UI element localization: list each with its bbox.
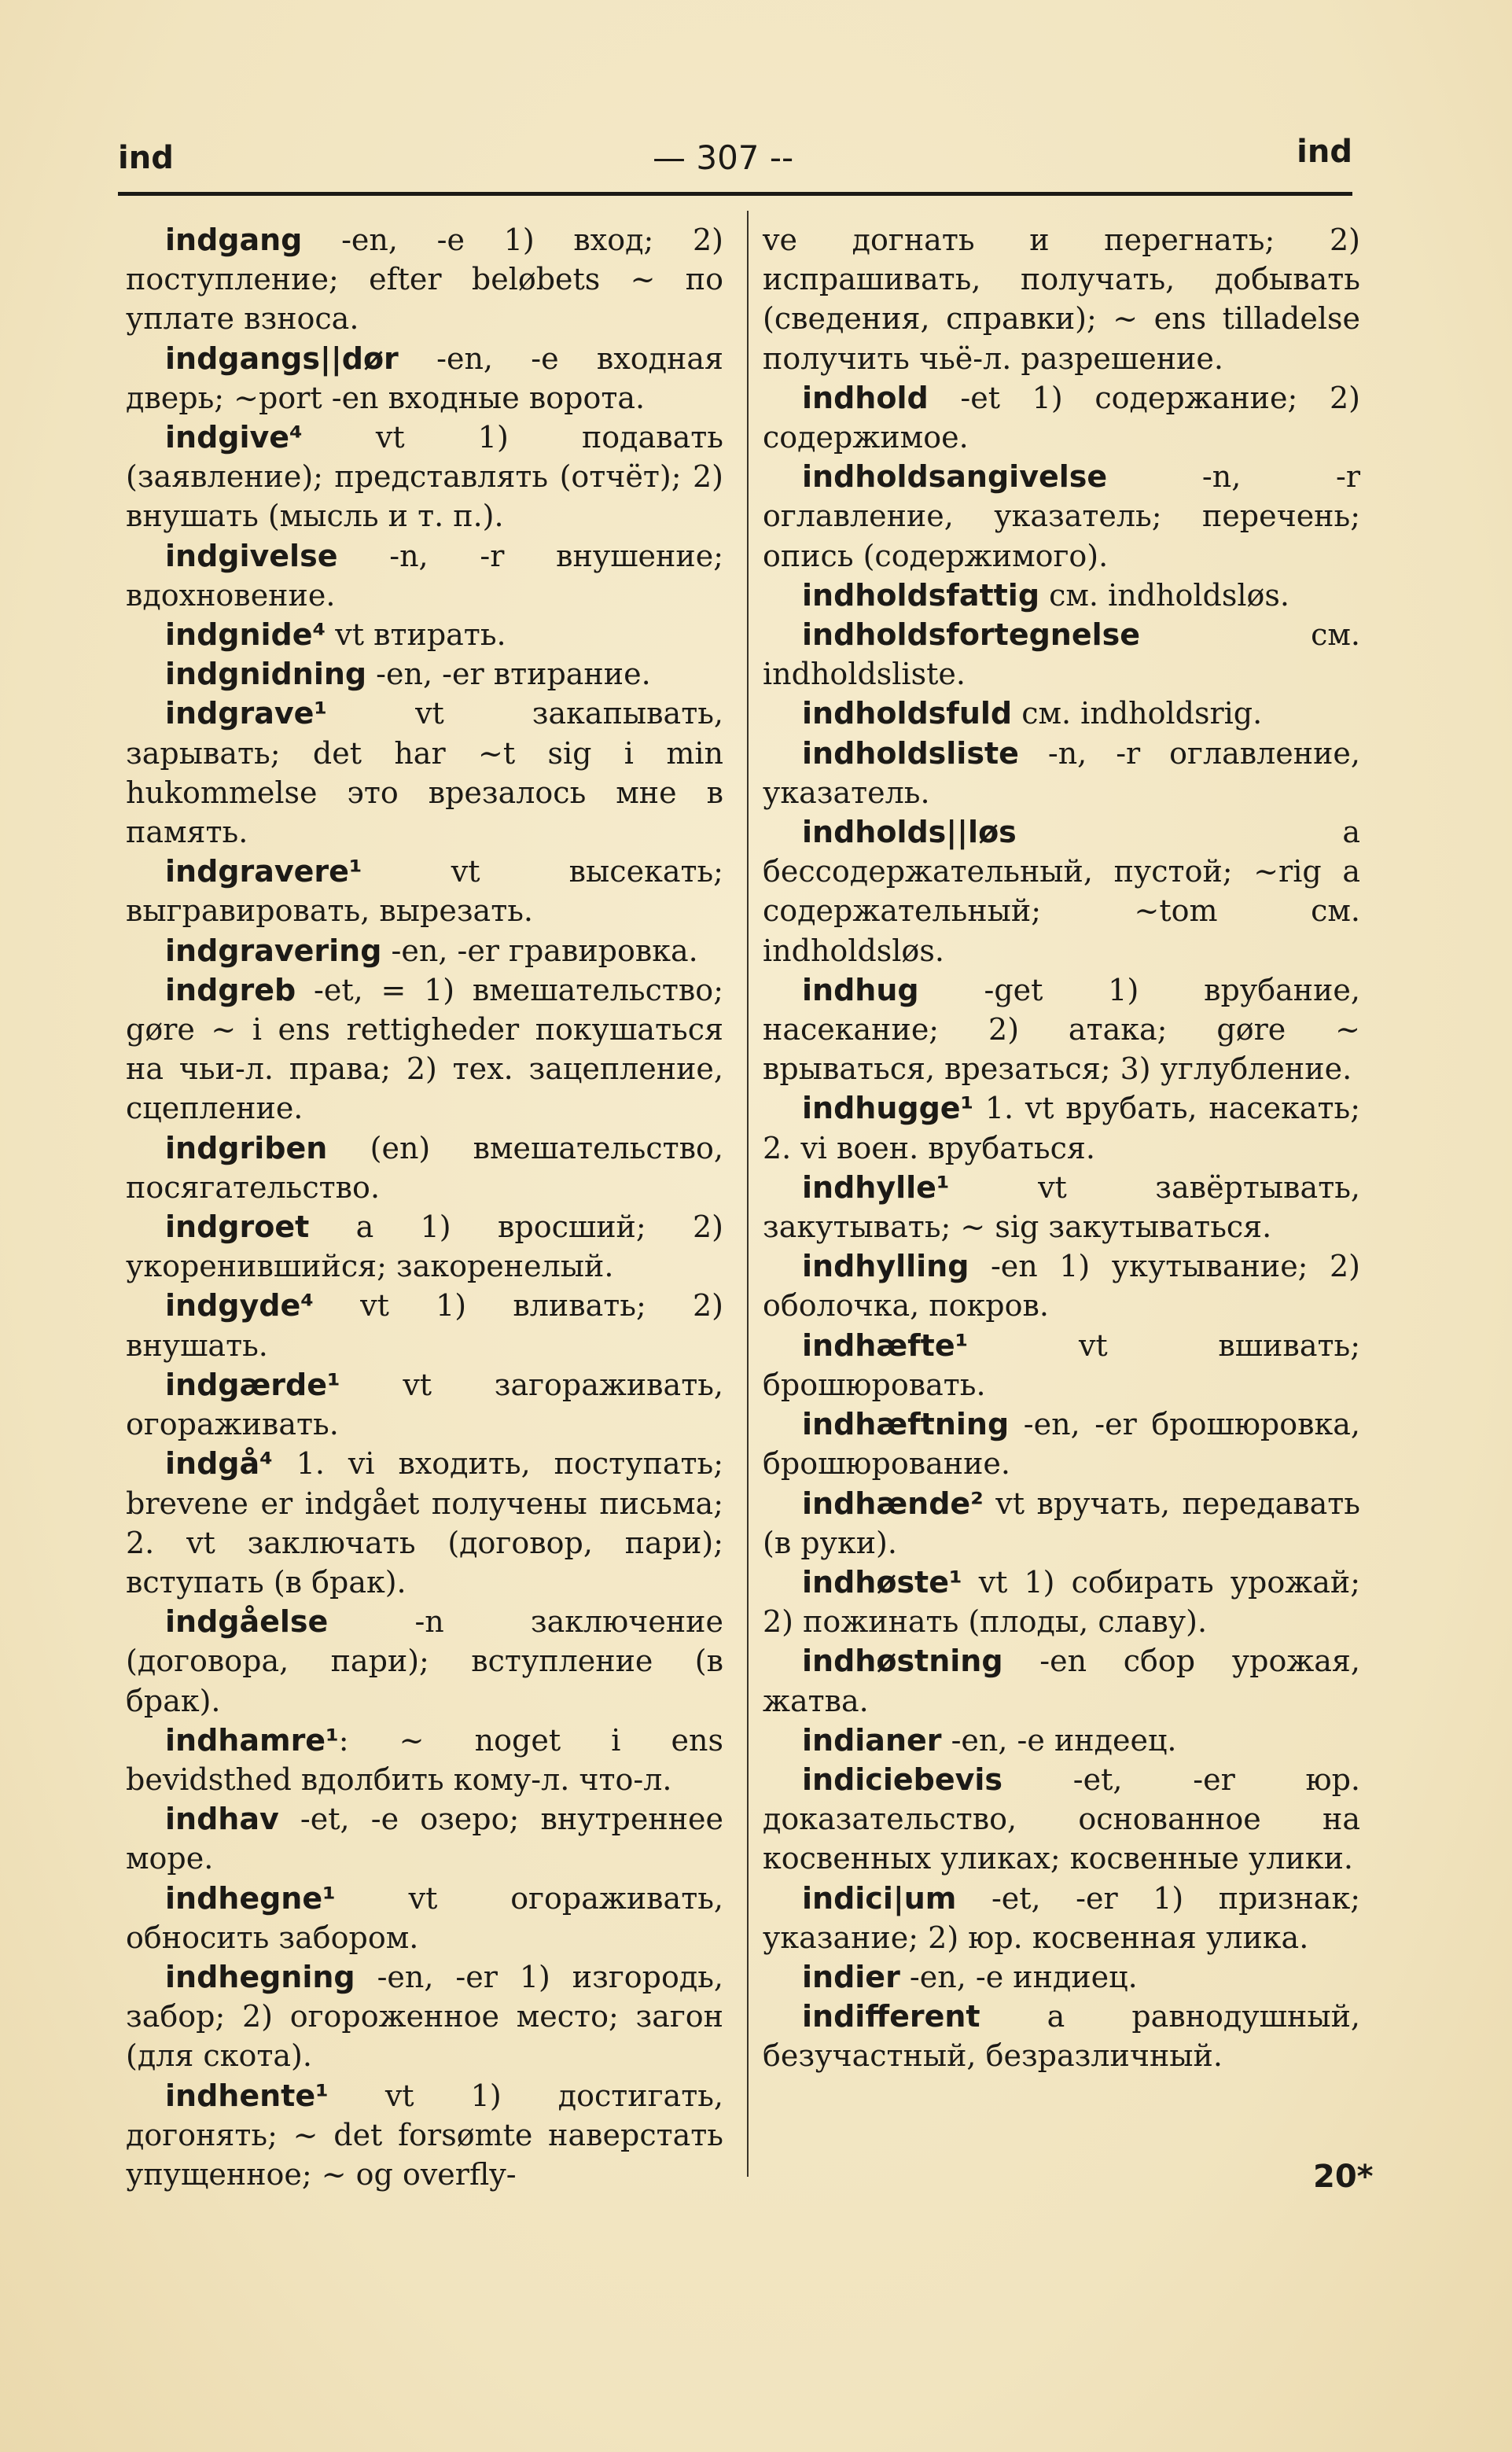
entry-headword: indholds||løs — [802, 815, 1017, 850]
right-column — [763, 220, 1360, 2076]
column-divider — [747, 211, 749, 2177]
entry-definition: 1. vt врубать, насекать; 2. vi воен. врубаться. — [763, 1091, 1360, 1165]
dictionary-entry — [126, 339, 723, 418]
entry-headword: indhegne¹ — [165, 1880, 336, 1916]
dictionary-entry — [126, 1602, 723, 1721]
entry-definition: -n, -r оглавление, указатель; перечень; опись (содержимого). — [763, 459, 1360, 573]
dictionary-entry — [126, 220, 723, 339]
entry-headword: indgravering — [165, 933, 382, 968]
entry-headword: indhøste¹ — [802, 1564, 962, 1600]
dictionary-entry — [126, 694, 723, 852]
dictionary-entry — [126, 2076, 723, 2195]
dictionary-entry — [763, 1957, 1360, 1997]
dictionary-entry — [763, 1326, 1360, 1405]
page-header — [118, 134, 1352, 189]
entry-definition: см. indholdsliste. — [763, 617, 1360, 692]
dictionary-entry — [126, 654, 723, 694]
dictionary-entry — [763, 576, 1360, 615]
entry-headword: indgang — [165, 223, 303, 257]
entry-definition: -en сбор урожая, жатва. — [763, 1644, 1360, 1718]
entry-definition: -en, -er брошюровка, брошюрование. — [763, 1407, 1360, 1482]
dictionary-entry — [763, 615, 1360, 694]
entry-definition: : ~ noget i ens bevidsthed вдолбить кому-л. что-л. — [126, 1722, 723, 1797]
entry-headword: indianer — [802, 1722, 942, 1758]
entry-definition: -en, -e индиец. — [899, 1959, 1138, 1994]
dictionary-entry — [126, 418, 723, 536]
entry-headword: indgriben — [165, 1130, 328, 1165]
dictionary-entry — [763, 1721, 1360, 1760]
dictionary-entry — [763, 694, 1360, 733]
entry-headword: indhav — [165, 1802, 279, 1837]
entry-headword: indhænde² — [802, 1486, 984, 1521]
entry-definition: -get 1) врубание, насекание; 2) атака; gøre ~ врываться, врезаться; 3) углубление. — [763, 972, 1360, 1087]
entry-headword: indhegning — [165, 1959, 355, 1994]
entry-headword: indhylling — [802, 1249, 969, 1284]
entry-definition: vt вшивать; брошюровать. — [763, 1327, 1360, 1402]
entry-definition: -et, -er юр. доказательство, основанное на косвенных уликах; косвенные улики. — [763, 1762, 1360, 1876]
entry-headword: indhugge¹ — [802, 1091, 974, 1126]
dictionary-entry — [763, 812, 1360, 970]
entry-definition: см. indholdsløs. — [1039, 577, 1289, 613]
dictionary-entry — [126, 1207, 723, 1286]
entry-headword: indgreb — [165, 972, 296, 1007]
entry-definition: vt завёртывать, закутывать; ~ sig закутываться. — [763, 1169, 1360, 1245]
entry-headword: indgrave¹ — [165, 696, 328, 731]
entry-headword: indholdsfortegnelse — [802, 617, 1141, 653]
entry-definition: vt загораживать, огораживать. — [126, 1367, 723, 1442]
entry-definition: vt 1) собирать урожай; 2) пожинать (плоды, славу). — [763, 1564, 1360, 1640]
entry-headword: indhøstning — [802, 1644, 1003, 1679]
entry-headword: indgangs||dør — [165, 341, 399, 376]
entry-definition: -et 1) содержание; 2) содержимое. — [763, 380, 1360, 455]
entry-definition: vt 1) подавать (заявление); представлять (отчёт); 2) внушать (мысль и т. п.). — [126, 420, 723, 534]
entry-definition: vt 1) вливать; 2) внушать. — [126, 1288, 723, 1363]
dictionary-entry — [126, 1721, 723, 1799]
entry-definition: a равнодушный, безучастный, безразличный. — [763, 1999, 1360, 2074]
entry-headword: indgyde⁴ — [165, 1288, 314, 1324]
entry-headword: indhylle¹ — [802, 1169, 950, 1205]
dictionary-entry — [126, 931, 723, 970]
entry-headword: indiciebevis — [802, 1762, 1003, 1797]
entry-headword: indgnide⁴ — [165, 617, 326, 653]
entry-headword: indhold — [802, 380, 929, 415]
entry-headword: indgnidning — [165, 657, 367, 692]
entry-definition: -en, -e 1) вход; 2) поступление; efter beløbets ~ по уплате взноса. — [126, 223, 723, 337]
dictionary-entry — [126, 1444, 723, 1602]
entry-headword: indgravere¹ — [165, 854, 362, 889]
dictionary-entry — [763, 1246, 1360, 1325]
entry-definition: -en 1) укутывание; 2) оболочка, покров. — [763, 1249, 1360, 1324]
dictionary-entry — [126, 1128, 723, 1207]
entry-headword: indhamre¹ — [165, 1722, 339, 1758]
dictionary-entry — [763, 1641, 1360, 1720]
entry-definition: (en) вмешательство, посягательство. — [126, 1130, 723, 1205]
entry-definition: vt вручать, передавать (в руки). — [763, 1486, 1360, 1560]
entry-headword: indholdsfattig — [802, 577, 1040, 613]
entry-definition: vt огораживать, обносить забором. — [126, 1880, 723, 1955]
entry-definition: -n заключение (договора, пари); вступление (в брак). — [126, 1604, 723, 1718]
entry-definition: vt втирать. — [326, 617, 506, 653]
dictionary-entry — [763, 220, 1360, 378]
entry-definition: см. indholdsrig. — [1012, 696, 1263, 731]
dictionary-entry — [126, 1365, 723, 1444]
entry-headword: indhæftning — [802, 1407, 1010, 1442]
entry-headword: indhug — [802, 972, 919, 1007]
entry-headword: indhente¹ — [165, 2078, 329, 2113]
dictionary-entry — [126, 1799, 723, 1878]
header-left-word: ind — [118, 140, 174, 176]
dictionary-entry — [763, 1879, 1360, 1957]
entry-headword: indgroet — [165, 1209, 310, 1245]
dictionary-entry — [763, 1405, 1360, 1483]
dictionary-entry — [763, 734, 1360, 812]
dictionary-entry — [763, 1088, 1360, 1167]
entry-headword: indgive⁴ — [165, 420, 303, 455]
entry-definition: vt закапывать, зарывать; det har ~t sig i min hukommelse это врезалось мне в память. — [126, 696, 723, 850]
entry-headword: indgå⁴ — [165, 1446, 273, 1482]
header-right-word: ind — [1297, 134, 1352, 170]
entry-headword: indgivelse — [165, 538, 338, 573]
entry-definition: -et, = 1) вмешательство; gøre ~ i ens rettigheder покушаться на чьи-л. права; 2) тех. зацепление, сцепление. — [126, 972, 723, 1126]
dictionary-entry — [763, 970, 1360, 1089]
dictionary-entry — [763, 1168, 1360, 1246]
dictionary-entry — [763, 378, 1360, 457]
entry-headword: indholdsangivelse — [802, 459, 1108, 495]
signature-mark: 20* — [1313, 2159, 1374, 2195]
entry-headword: indholdsliste — [802, 735, 1019, 771]
dictionary-entry — [763, 1563, 1360, 1641]
dictionary-entry — [126, 1286, 723, 1364]
entry-definition: -en, -er гравировка. — [381, 933, 698, 968]
dictionary-entry — [763, 1997, 1360, 2075]
entry-headword: indifferent — [802, 1999, 980, 2034]
entry-definition: vt 1) достигать, догонять; ~ det forsømte наверстать упущенное; ~ og overfly- — [126, 2078, 723, 2192]
entry-definition: a 1) вросший; 2) укоренившийся; закоренелый. — [126, 1209, 723, 1284]
entry-headword: indholdsfuld — [802, 696, 1013, 731]
entry-definition: -et, -e озеро; внутреннее море. — [126, 1802, 723, 1876]
entry-definition: -n, -r внушение; вдохновение. — [126, 538, 723, 613]
dictionary-entry — [126, 852, 723, 930]
entry-headword: indgærde¹ — [165, 1367, 340, 1402]
entry-headword: indgåelse — [165, 1604, 329, 1640]
entry-definition: 1. vi входить, поступать; brevene er indgået получены письма; 2. vt заключать (договор, пари); вступать (в брак). — [126, 1446, 723, 1600]
entry-definition: vt высекать; выгравировать, вырезать. — [126, 854, 723, 929]
entry-definition: ve догнать и перегнать; 2) испрашивать, получать, добывать (сведения, справки); ~ ens tilladelse получить чьё-л. разрешение. — [763, 223, 1360, 376]
dictionary-entry — [763, 457, 1360, 576]
dictionary-entry — [126, 536, 723, 615]
header-rule — [118, 192, 1352, 196]
entry-headword: indier — [802, 1959, 900, 1994]
entry-definition: -en, -er 1) изгородь, забор; 2) огороженное место; загон (для скота). — [126, 1959, 723, 2074]
entry-definition: a бессодержательный, пустой; ~rig a содержательный; ~tom см. indholdsløs. — [763, 815, 1360, 968]
entry-definition: -en, -e индеец. — [941, 1722, 1177, 1758]
dictionary-entry — [763, 1760, 1360, 1879]
dictionary-entry — [126, 1879, 723, 1957]
entry-definition: -en, -er втирание. — [366, 657, 651, 692]
dictionary-entry — [126, 1957, 723, 2076]
dictionary-entry — [763, 1484, 1360, 1563]
dictionary-entry — [126, 615, 723, 654]
entry-definition: -en, -e входная дверь; ~port -en входные ворота. — [126, 341, 723, 415]
entry-definition: -et, -er 1) признак; указание; 2) юр. косвенная улика. — [763, 1880, 1360, 1955]
left-column — [126, 220, 723, 2194]
entry-headword: indici|um — [802, 1880, 957, 1916]
dictionary-entry — [126, 970, 723, 1128]
page-number: — 307 -- — [653, 138, 794, 177]
entry-definition: -n, -r оглавление, указатель. — [763, 735, 1360, 810]
entry-headword: indhæfte¹ — [802, 1327, 969, 1363]
